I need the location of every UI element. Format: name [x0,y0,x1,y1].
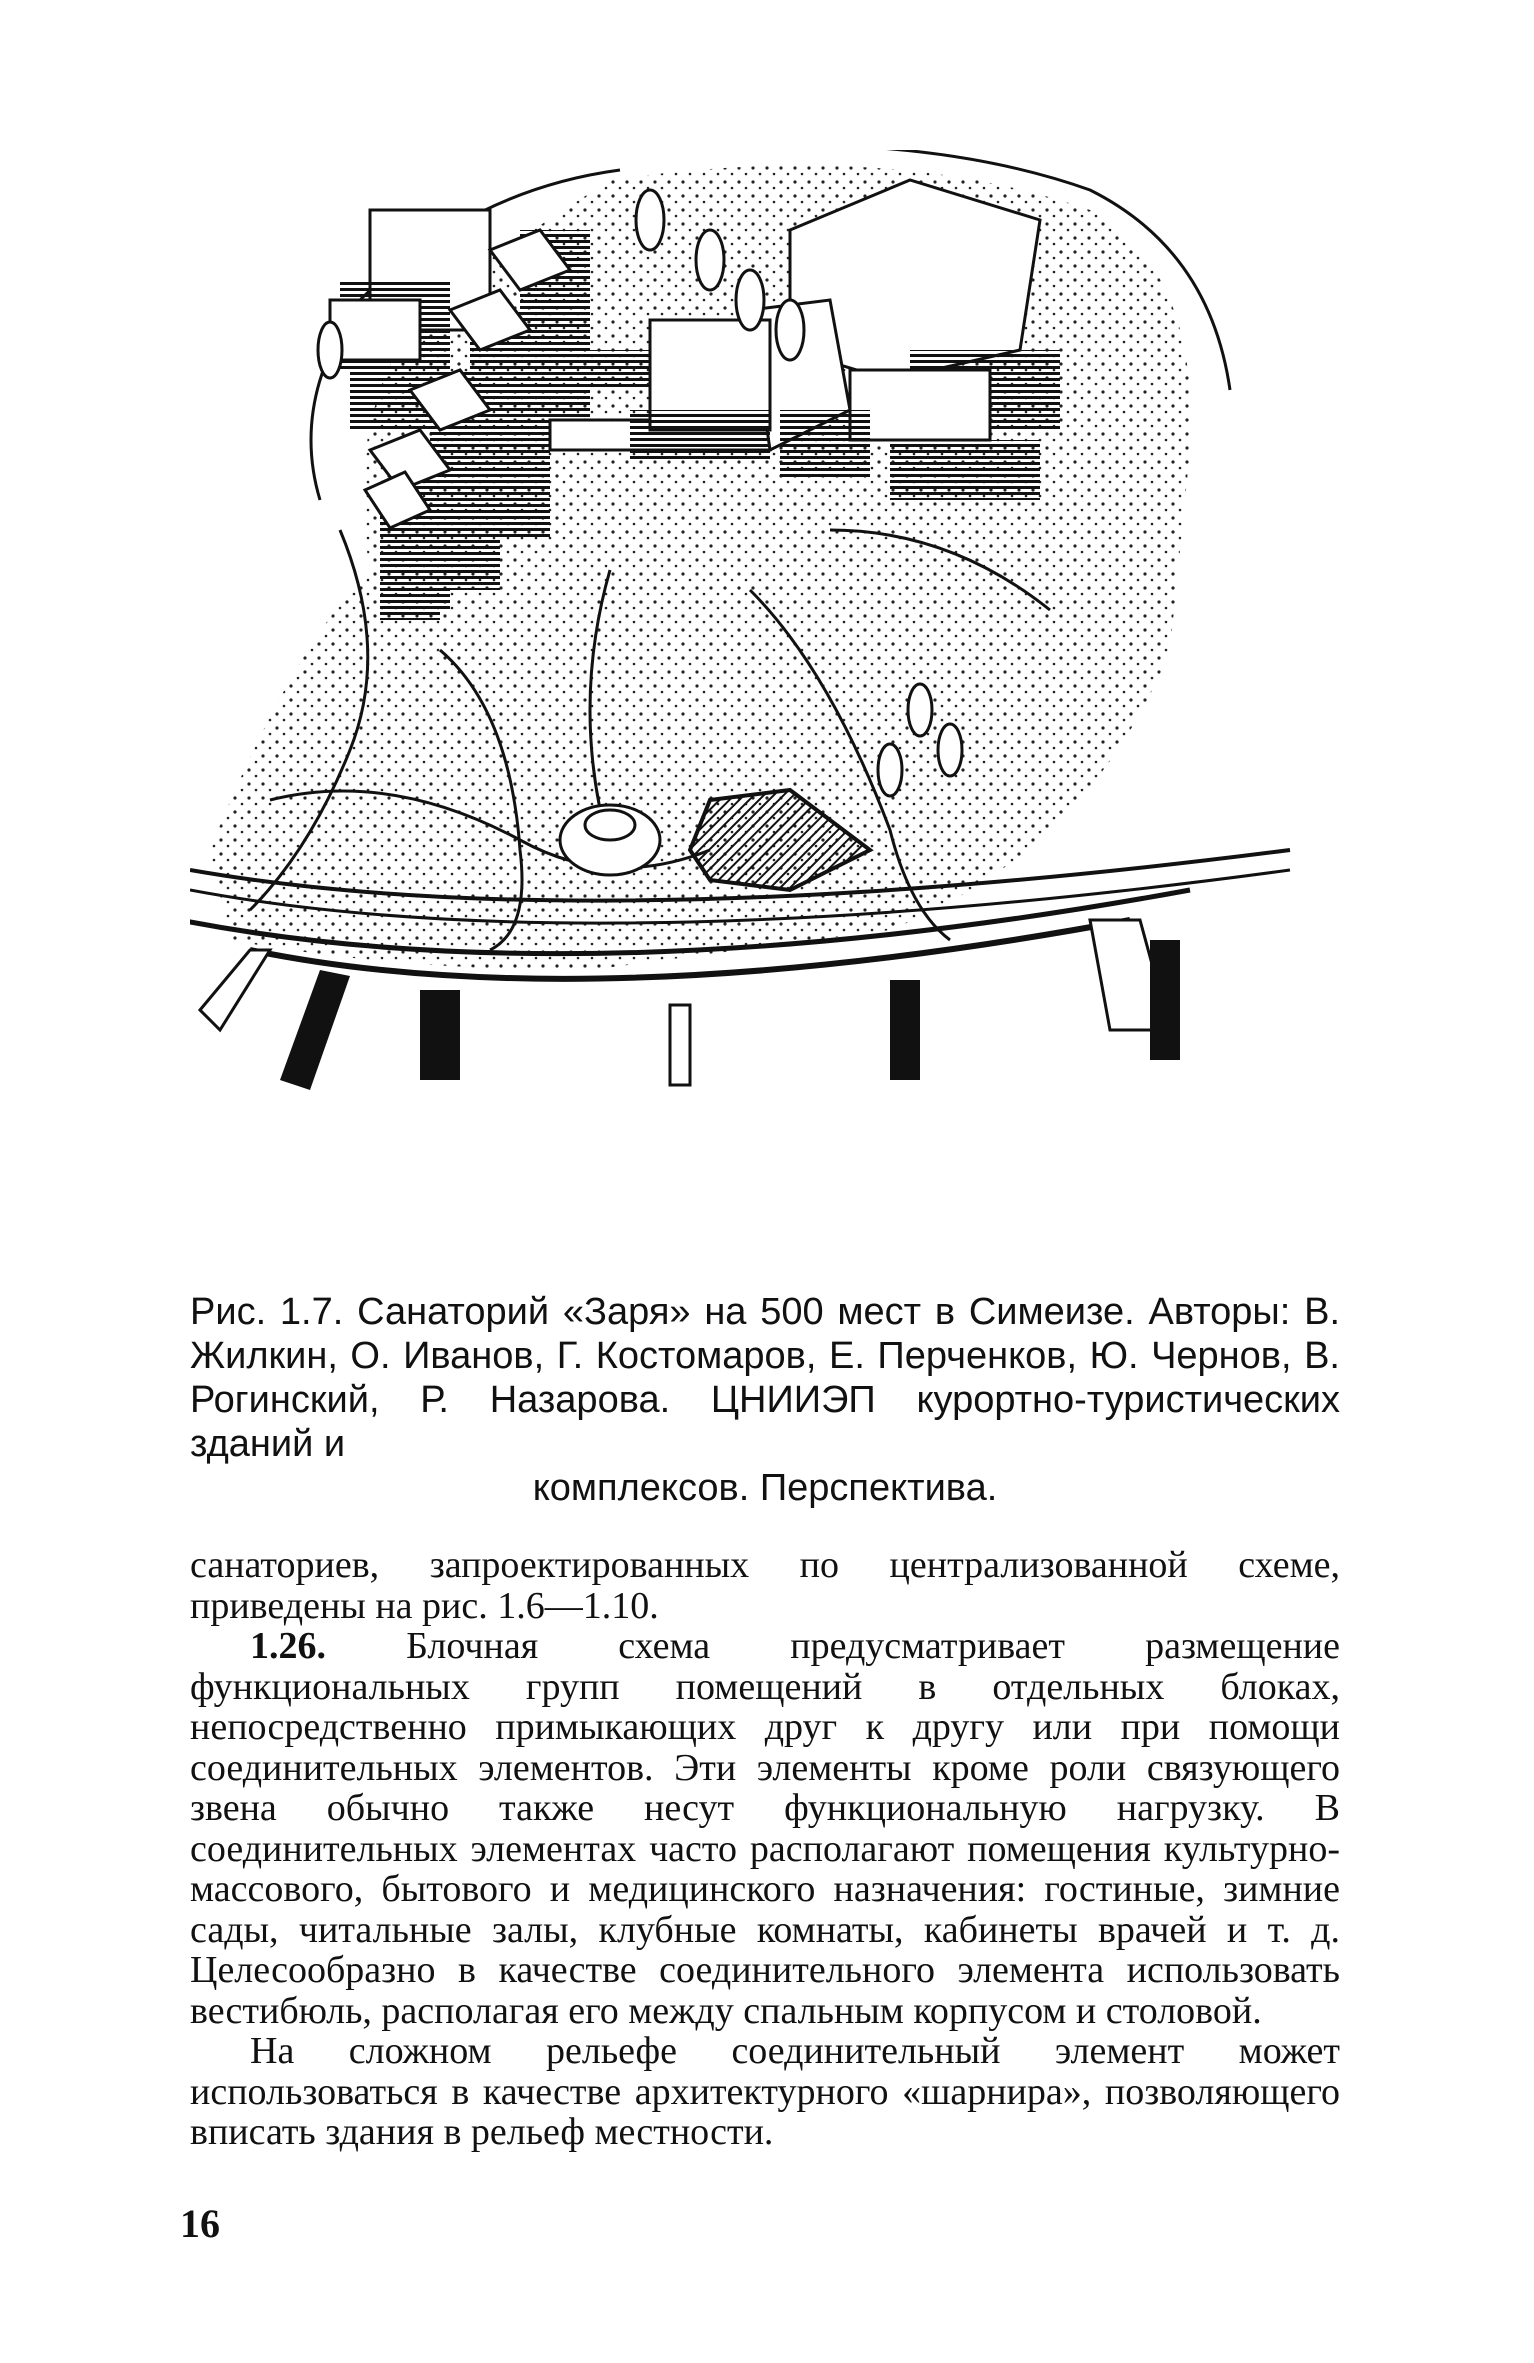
page-number: 16 [180,2201,220,2246]
paragraph-2-text: Блочная схема предусматривает размещение функциональных групп помещений в отдельных блоках, непосредственно примыкающих друг к другу или при помощи соединительных элементов. Эти элементы кроме роли связующего звена обычно также несут функциональную нагрузку. В соединительных элементах часто располагают помещения культурно-массового, бытового и медицинского назначения: гостиные, зимние сады, читальные залы, клубные комнаты, кабинеты врачей и т. д. Целесообразно в качестве соединительного элемента использовать вестибюль, располагая его между спальным корпусом и столовой. [190,1625,1340,2032]
site-perspective-illustration [190,150,1340,1260]
paragraph-3: На сложном рельефе соединительный элемент может использоваться в качестве архитектурного «шарнира», позволяющего вписать здания в рельеф местности. [190,2030,1340,2153]
paragraph-1: санаториев, запроектированных по централизованной схеме, приведены на рис. 1.6—1.10. [190,1544,1340,1627]
caption-label: Рис. 1.7. [190,1291,344,1333]
body-text [190,1545,1340,2153]
section-number: 1.26. [250,1625,326,1667]
paragraph-2 [190,1626,1340,2031]
figure-caption [190,1290,1340,1510]
caption-text: Санаторий «Заря» на 500 мест в Симеизе. Авторы: В. Жилкин, О. Иванов, Г. Костомаров, Е. Перченков, Ю. Чернов, В. Рогинский, Р. Назарова. ЦНИИЭП курортно-туристических зданий и [190,1291,1340,1465]
caption-last-line: комплексов. Перспектива. [532,1467,998,1509]
illustration-svg [190,150,1340,1260]
